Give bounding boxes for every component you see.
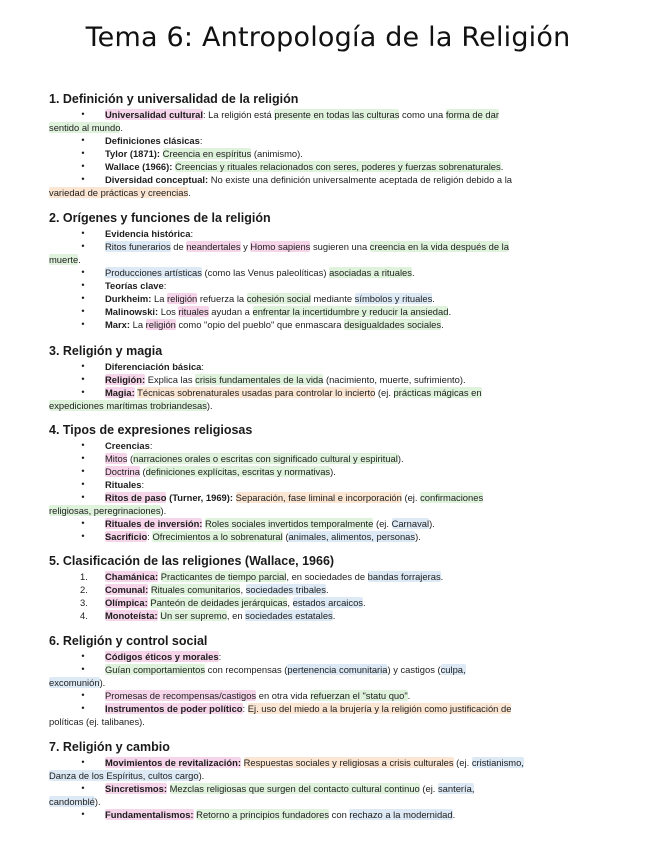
list-item xyxy=(49,160,609,173)
item-text xyxy=(49,609,609,622)
text-segment: expediciones marítimas trobriandesas xyxy=(49,400,207,411)
text-segment: Ritos funerarios xyxy=(105,241,171,252)
item-text xyxy=(49,702,609,715)
text-segment: . xyxy=(325,584,329,595)
item-text xyxy=(49,808,609,821)
text-segment: Rituales xyxy=(105,479,142,490)
list-item xyxy=(49,782,609,808)
text-segment: Wallace (1966): xyxy=(105,161,173,172)
list-item xyxy=(49,305,609,318)
list-item xyxy=(49,108,609,134)
text-segment: Danza de los Espíritus, cultos cargo xyxy=(49,770,199,781)
item-text xyxy=(49,227,609,240)
item-text xyxy=(49,292,609,305)
list-item xyxy=(49,360,609,373)
number-marker: 4. xyxy=(80,610,88,621)
list-item xyxy=(49,583,609,596)
list-item xyxy=(49,596,609,609)
item-text xyxy=(49,373,609,386)
bullet-marker: • xyxy=(81,466,85,476)
bullet-marker: • xyxy=(81,783,85,793)
text-segment: Respuestas sociales y religiosas a crisis culturales xyxy=(243,757,454,768)
number-marker: 2. xyxy=(80,584,88,595)
text-segment: : xyxy=(163,280,167,291)
section-4 xyxy=(49,423,609,543)
text-segment: Homo sapiens xyxy=(250,241,311,252)
text-segment: ). xyxy=(415,531,421,542)
text-segment: forma de dar xyxy=(445,109,499,120)
number-marker: 1. xyxy=(80,571,88,582)
text-segment: (ej. xyxy=(401,492,421,503)
bullet-marker: • xyxy=(81,651,85,661)
bullet-marker: • xyxy=(81,703,85,713)
item-text xyxy=(49,650,609,663)
list-item xyxy=(49,491,609,517)
section-heading: 7. Religión y cambio xyxy=(49,740,170,754)
text-segment: Retorno a principios fundadores xyxy=(196,809,330,820)
section-3 xyxy=(49,344,609,412)
bullet-marker: • xyxy=(81,479,85,489)
item-text xyxy=(49,478,609,491)
bullet-marker: • xyxy=(81,174,85,184)
bullet-marker: • xyxy=(81,664,85,674)
text-segment: . xyxy=(188,187,191,198)
item-text xyxy=(49,689,609,702)
text-segment: excomunión xyxy=(49,677,100,688)
item-text xyxy=(49,439,609,452)
text-segment: : xyxy=(242,703,248,714)
text-segment: . xyxy=(332,610,336,621)
item-text xyxy=(49,160,609,173)
list-item xyxy=(49,650,609,663)
text-segment: Religión: xyxy=(105,374,146,385)
text-segment: Evidencia histórica xyxy=(105,228,191,239)
text-segment: , en sociedades de xyxy=(286,571,368,582)
text-segment: Movimientos de revitalización: xyxy=(105,757,241,768)
item-text-continuation xyxy=(49,186,609,199)
list-item xyxy=(49,240,609,266)
text-segment: cohesión social xyxy=(246,293,311,304)
bullet-marker: • xyxy=(81,387,85,397)
text-segment: religión xyxy=(167,293,198,304)
text-segment: Explica las xyxy=(145,374,196,385)
section-5 xyxy=(49,554,609,622)
item-text xyxy=(49,452,609,465)
text-segment: ). xyxy=(330,466,336,477)
item-text xyxy=(49,360,609,373)
text-segment: (ej. xyxy=(375,387,394,398)
section-heading: 6. Religión y control social xyxy=(49,634,208,648)
list-item xyxy=(49,439,609,452)
item-text xyxy=(49,386,609,399)
text-segment: Guían comportamientos xyxy=(105,664,206,675)
item-text-continuation xyxy=(49,504,609,517)
bullet-marker: • xyxy=(81,492,85,502)
item-text xyxy=(49,305,609,318)
text-segment: , xyxy=(287,597,293,608)
text-segment: refuerza la xyxy=(197,293,247,304)
section-7 xyxy=(49,740,609,821)
text-segment: mediante xyxy=(310,293,355,304)
text-segment: ayudan a xyxy=(208,306,253,317)
text-segment: Tylor (1871): xyxy=(105,148,161,159)
text-segment: candomblé xyxy=(49,796,95,807)
text-segment: Códigos éticos y morales xyxy=(105,651,219,662)
text-segment: Panteón de deidades jerárquicas xyxy=(150,597,288,608)
text-segment: Carnaval xyxy=(391,518,430,529)
text-segment: . xyxy=(432,293,435,304)
list-item xyxy=(49,530,609,543)
text-segment: La xyxy=(151,293,168,304)
text-segment: asociadas a rituales xyxy=(329,267,412,278)
item-text-continuation xyxy=(49,769,609,782)
text-segment: Sincretismos: xyxy=(105,783,167,794)
item-text-continuation xyxy=(49,399,609,412)
bullet-marker: • xyxy=(81,267,85,277)
bullet-marker: • xyxy=(81,361,85,371)
text-segment: . xyxy=(452,809,456,820)
list-item xyxy=(49,266,609,279)
list-item xyxy=(49,292,609,305)
text-segment: prácticas mágicas en xyxy=(393,387,482,398)
text-segment: Olímpica: xyxy=(105,597,148,608)
text-segment: ). xyxy=(206,400,213,411)
text-segment: : xyxy=(201,361,205,372)
text-segment: Creencias xyxy=(105,440,150,451)
item-text xyxy=(49,266,609,279)
list-item xyxy=(49,517,609,530)
item-text-continuation xyxy=(49,676,609,689)
text-segment: . xyxy=(500,161,504,172)
list-item xyxy=(49,689,609,702)
text-segment: Chamánica: xyxy=(105,571,159,582)
text-segment: Rituales de inversión: xyxy=(105,518,203,529)
item-text xyxy=(49,756,609,769)
text-segment: religión xyxy=(145,319,176,330)
text-segment: (como las Venus paleolíticas) xyxy=(201,267,330,278)
text-segment: confirmaciones xyxy=(420,492,484,503)
text-segment: ). xyxy=(198,770,205,781)
text-segment: Mitos xyxy=(105,453,128,464)
text-segment: desigualdades sociales xyxy=(344,319,442,330)
text-segment: (ej. xyxy=(419,783,438,794)
bullet-marker: • xyxy=(81,757,85,767)
list-item xyxy=(49,808,609,821)
text-segment: variedad de prácticas y creencias xyxy=(49,187,189,198)
text-segment: Monoteísta: xyxy=(105,610,158,621)
bullet-marker: • xyxy=(81,148,85,158)
text-segment: Roles sociales invertidos temporalmente xyxy=(205,518,374,529)
bullet-marker: • xyxy=(81,306,85,316)
item-text xyxy=(49,134,609,147)
text-segment: ( xyxy=(127,453,134,464)
item-text xyxy=(49,240,609,253)
bullet-marker: • xyxy=(81,453,85,463)
text-segment: estados arcaicos xyxy=(292,597,363,608)
text-segment: Rituales comunitarios xyxy=(150,584,241,595)
item-text xyxy=(49,108,609,121)
item-text xyxy=(49,583,609,596)
text-segment: . xyxy=(441,319,444,330)
text-segment: Marx: xyxy=(105,319,131,330)
text-segment: . xyxy=(440,571,444,582)
text-segment: con recompensas ( xyxy=(205,664,288,675)
item-text-continuation xyxy=(49,121,609,134)
bullet-marker: • xyxy=(81,518,85,528)
list-item xyxy=(49,465,609,478)
text-segment: . xyxy=(448,306,452,317)
text-segment: (nacimiento, muerte, sufrimiento). xyxy=(323,374,466,385)
section-heading: 2. Orígenes y funciones de la religión xyxy=(49,211,271,225)
text-segment: culpa, xyxy=(440,664,466,675)
list-item xyxy=(49,478,609,491)
bullet-marker: • xyxy=(81,531,85,541)
text-segment: ( xyxy=(139,466,146,477)
text-segment: (Turner, 1969): xyxy=(169,492,233,503)
list-item xyxy=(49,173,609,199)
text-segment: Creencia en espíritus xyxy=(162,148,252,159)
text-segment: (ej. xyxy=(453,757,472,768)
text-segment: ). xyxy=(397,453,404,464)
text-segment: y xyxy=(240,241,251,252)
list-item xyxy=(49,609,609,622)
list-item xyxy=(49,756,609,782)
text-segment: ). xyxy=(429,518,435,529)
section-heading: 4. Tipos de expresiones religiosas xyxy=(49,423,253,437)
item-text xyxy=(49,173,609,186)
text-segment: ( xyxy=(282,531,289,542)
text-segment: (animismo). xyxy=(251,148,303,159)
bullet-marker: • xyxy=(81,109,85,119)
text-segment: Ej. uso del miedo a la brujería y la religión como justificación de xyxy=(247,703,512,714)
list-item xyxy=(49,373,609,386)
text-segment: animales, alimentos, personas xyxy=(288,531,416,542)
item-text-continuation xyxy=(49,795,609,808)
text-segment: Teorías clave xyxy=(105,280,164,291)
text-segment: , en xyxy=(226,610,246,621)
page-title: Tema 6: Antropología de la Religión xyxy=(85,22,571,53)
text-segment: muerte xyxy=(49,254,79,265)
bullet-marker: • xyxy=(81,135,85,145)
text-segment: neandertales xyxy=(186,241,241,252)
text-segment: Comunal: xyxy=(105,584,149,595)
text-segment: . xyxy=(407,690,411,701)
text-segment: La xyxy=(130,319,146,330)
text-segment: en otra vida xyxy=(256,690,311,701)
text-segment: Diferenciación básica xyxy=(105,361,202,372)
text-segment: Separación, fase liminal e incorporación xyxy=(235,492,402,503)
section-1 xyxy=(49,92,609,199)
text-segment: Doctrina xyxy=(105,466,140,477)
text-segment: Diversidad conceptual: xyxy=(105,174,209,185)
text-segment: definiciones explícitas, escritas y normativas xyxy=(145,466,331,477)
text-segment: : xyxy=(190,228,194,239)
item-text xyxy=(49,465,609,478)
item-text xyxy=(49,596,609,609)
text-segment: . xyxy=(78,254,81,265)
text-segment: con xyxy=(329,809,350,820)
text-segment: Magia: xyxy=(105,387,135,398)
item-text xyxy=(49,279,609,292)
bullet-marker: • xyxy=(81,280,85,290)
list-item xyxy=(49,570,609,583)
text-segment: como "opio del pueblo" que enmascara xyxy=(175,319,345,330)
text-segment: ). xyxy=(160,505,167,516)
text-segment: Técnicas sobrenaturales usadas para controlar lo incierto xyxy=(137,387,376,398)
text-segment: como una xyxy=(399,109,446,120)
text-segment: ) y castigos ( xyxy=(387,664,441,675)
section-heading: 3. Religión y magia xyxy=(49,344,163,358)
text-segment: refuerzan el "statu quo" xyxy=(310,690,408,701)
text-segment: sentido al mundo xyxy=(49,122,121,133)
text-segment: Instrumentos de poder político xyxy=(105,703,243,714)
bullet-marker: • xyxy=(81,241,85,251)
bullet-marker: • xyxy=(81,319,85,329)
text-segment: . xyxy=(411,267,415,278)
text-segment: pertenencia comunitaria xyxy=(287,664,388,675)
text-segment: cristianismo, xyxy=(471,757,524,768)
text-segment: : xyxy=(149,440,153,451)
text-segment: presente en todas las culturas xyxy=(274,109,400,120)
text-segment: enfrentar la incertidumbre y reducir la ansiedad xyxy=(252,306,449,317)
text-segment: símbolos y rituales xyxy=(354,293,433,304)
bullet-marker: • xyxy=(81,161,85,171)
list-item xyxy=(49,227,609,240)
text-segment: : La religión está xyxy=(202,109,275,120)
text-segment: Sacrificio xyxy=(105,531,148,542)
text-segment: rechazo a la modernidad xyxy=(349,809,453,820)
item-text xyxy=(49,530,609,543)
text-segment: Durkheim: xyxy=(105,293,152,304)
text-segment: Los xyxy=(158,306,179,317)
text-segment: (ej. xyxy=(373,518,392,529)
list-item xyxy=(49,279,609,292)
section-2 xyxy=(49,211,609,331)
text-segment: Promesas de recompensas/castigos xyxy=(105,690,257,701)
text-segment: de xyxy=(170,241,187,252)
list-item xyxy=(49,147,609,160)
text-segment: , xyxy=(240,584,246,595)
number-marker: 3. xyxy=(80,597,88,608)
text-segment: Creencias y rituales relacionados con seres, poderes y fuerzas sobrenaturales xyxy=(175,161,501,172)
bullet-marker: • xyxy=(81,228,85,238)
item-text xyxy=(49,147,609,160)
text-segment: Mezclas religiosas que surgen del contacto cultural continuo xyxy=(169,783,420,794)
list-item xyxy=(49,702,609,728)
list-item xyxy=(49,452,609,465)
item-text-continuation xyxy=(49,253,609,266)
text-segment: . xyxy=(120,122,124,133)
item-text xyxy=(49,663,609,676)
text-segment: Un ser supremo xyxy=(160,610,227,621)
item-text-continuation xyxy=(49,715,609,728)
text-segment: Producciones artísticas xyxy=(105,267,202,278)
text-segment: políticas (ej. talibanes). xyxy=(49,716,145,727)
list-item xyxy=(49,134,609,147)
section-heading: 5. Clasificación de las religiones (Wallace, 1966) xyxy=(49,554,335,568)
text-segment: sociedades estatales xyxy=(245,610,333,621)
item-text xyxy=(49,318,609,331)
text-segment: ). xyxy=(94,796,101,807)
text-segment: sociedades tribales xyxy=(245,584,326,595)
text-segment: Practicantes de tiempo parcial xyxy=(160,571,287,582)
text-segment: Ofrecimientos a lo sobrenatural xyxy=(152,531,283,542)
text-segment: crisis fundamentales de la vida xyxy=(195,374,324,385)
item-text xyxy=(49,517,609,530)
text-segment: creencia en la vida después de la xyxy=(369,241,509,252)
text-segment: . xyxy=(362,597,366,608)
list-item xyxy=(49,318,609,331)
text-segment: ). xyxy=(99,677,106,688)
text-segment: rituales xyxy=(178,306,209,317)
bullet-marker: • xyxy=(81,293,85,303)
text-segment: narraciones orales o escritas con significado cultural y espiritual xyxy=(133,453,398,464)
text-segment: sugieren una xyxy=(310,241,370,252)
section-heading: 1. Definición y universalidad de la religión xyxy=(49,92,299,106)
text-segment: : xyxy=(141,479,145,490)
text-segment: : xyxy=(147,531,153,542)
bullet-marker: • xyxy=(81,809,85,819)
text-segment: religiosas, peregrinaciones xyxy=(49,505,161,516)
text-segment: Universalidad cultural xyxy=(105,109,203,120)
section-6 xyxy=(49,634,609,728)
list-item xyxy=(49,663,609,689)
list-item xyxy=(49,386,609,412)
text-segment: Ritos de paso xyxy=(105,492,167,503)
item-text xyxy=(49,782,609,795)
text-segment: : xyxy=(218,651,222,662)
text-segment: No existe una definición universalmente aceptada de religión debido a la xyxy=(208,174,513,185)
bullet-marker: • xyxy=(81,440,85,450)
text-segment: santería, xyxy=(437,783,475,794)
bullet-marker: • xyxy=(81,374,85,384)
text-segment: Fundamentalismos: xyxy=(105,809,194,820)
bullet-marker: • xyxy=(81,690,85,700)
item-text xyxy=(49,491,609,504)
text-segment: : xyxy=(199,135,203,146)
text-segment: Definiciones clásicas xyxy=(105,135,200,146)
text-segment: bandas forrajeras xyxy=(367,571,441,582)
text-segment: Malinowski: xyxy=(105,306,159,317)
item-text xyxy=(49,570,609,583)
